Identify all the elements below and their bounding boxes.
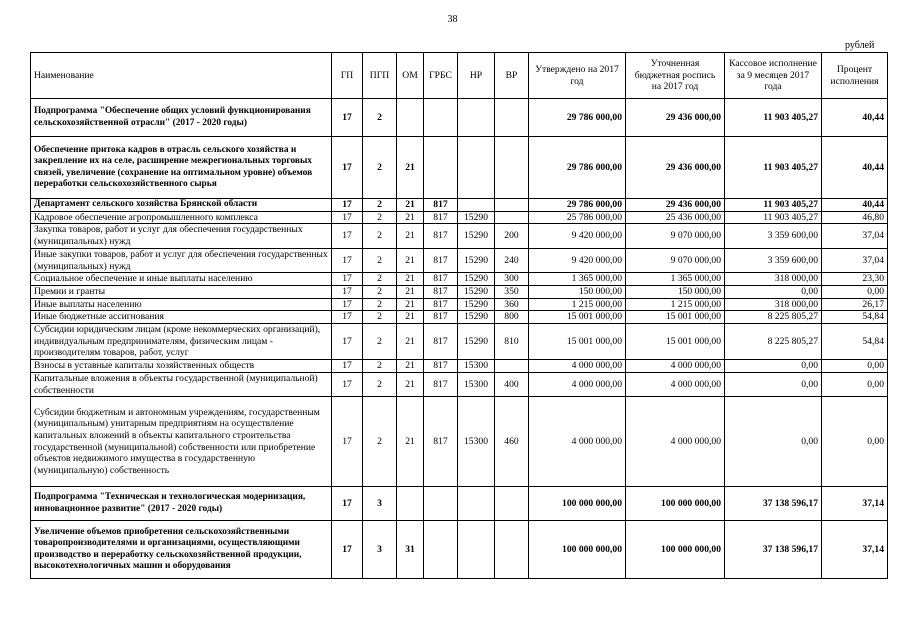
- row-gp: 17: [332, 397, 363, 487]
- row-gp: 17: [332, 137, 363, 199]
- table-row: [31, 360, 888, 373]
- row-approved: 1 365 000,00: [529, 273, 626, 286]
- row-pgp: 2: [363, 285, 397, 298]
- row-approved: 29 786 000,00: [529, 199, 626, 212]
- page-number: 38: [447, 14, 458, 25]
- row-vr: 200: [495, 224, 529, 248]
- row-grbs: [424, 137, 458, 199]
- row-gp: 17: [332, 224, 363, 248]
- row-grbs: 817: [424, 248, 458, 272]
- row-om: 21: [397, 273, 424, 286]
- row-vr: 800: [495, 311, 529, 324]
- row-om: 21: [397, 397, 424, 487]
- table-row: [31, 248, 888, 272]
- column-header-vr: ВР: [495, 53, 529, 99]
- row-gp: 17: [332, 360, 363, 373]
- row-name: Субсидии юридическим лицам (кроме некоммерческих организаций), индивидуальным предпринимателям, физическим лицам - производителям товаров, работ, услуг: [31, 324, 332, 360]
- row-np: 15300: [458, 397, 495, 487]
- row-vr: 810: [495, 324, 529, 360]
- row-percent: 0,00: [822, 360, 888, 373]
- row-np: 15300: [458, 372, 495, 396]
- row-om: 21: [397, 372, 424, 396]
- row-om: 21: [397, 285, 424, 298]
- row-pgp: 2: [363, 199, 397, 212]
- table-row: [31, 224, 888, 248]
- row-np: [458, 199, 495, 212]
- row-pgp: 2: [363, 248, 397, 272]
- row-grbs: [424, 99, 458, 137]
- row-percent: 37,04: [822, 224, 888, 248]
- row-np: 15290: [458, 273, 495, 286]
- row-approved: 4 000 000,00: [529, 397, 626, 487]
- row-refined: 150 000,00: [626, 285, 725, 298]
- row-pgp: 2: [363, 211, 397, 224]
- table-row: [31, 311, 888, 324]
- row-pgp: 2: [363, 372, 397, 396]
- row-grbs: 817: [424, 211, 458, 224]
- row-refined: 15 001 000,00: [626, 311, 725, 324]
- row-approved: 150 000,00: [529, 285, 626, 298]
- row-vr: [495, 99, 529, 137]
- row-pgp: 2: [363, 99, 397, 137]
- row-cash: 37 138 596,17: [725, 487, 822, 521]
- row-om: 21: [397, 224, 424, 248]
- row-name: Субсидии бюджетным и автономным учреждениям, государственным (муниципальным) унитарным предприятиям на осуществление капитальных вложений в объекты капитального строительства государственной (муниципальной) собственности или приобретение объектов недвижимого имущества в государственную (муниципальную) собственность: [31, 397, 332, 487]
- row-approved: 9 420 000,00: [529, 248, 626, 272]
- row-grbs: 817: [424, 311, 458, 324]
- row-name: Взносы в уставные капиталы хозяйственных обществ: [31, 360, 332, 373]
- column-header-gp: ГП: [332, 53, 363, 99]
- row-np: 15290: [458, 211, 495, 224]
- row-grbs: 817: [424, 372, 458, 396]
- row-om: 21: [397, 211, 424, 224]
- row-vr: 240: [495, 248, 529, 272]
- row-pgp: 2: [363, 224, 397, 248]
- table-row: [31, 324, 888, 360]
- table-row: [31, 397, 888, 487]
- row-approved: 29 786 000,00: [529, 137, 626, 199]
- row-gp: 17: [332, 211, 363, 224]
- row-gp: 17: [332, 324, 363, 360]
- row-cash: 11 903 405,27: [725, 199, 822, 212]
- row-refined: 9 070 000,00: [626, 248, 725, 272]
- row-vr: 360: [495, 298, 529, 311]
- row-name: Департамент сельского хозяйства Брянской области: [31, 199, 332, 212]
- table-row: [31, 372, 888, 396]
- row-vr: 350: [495, 285, 529, 298]
- table-row: [31, 199, 888, 212]
- row-pgp: 2: [363, 137, 397, 199]
- row-vr: [495, 360, 529, 373]
- row-np: [458, 137, 495, 199]
- row-pgp: 2: [363, 273, 397, 286]
- row-np: 15290: [458, 248, 495, 272]
- row-cash: 0,00: [725, 360, 822, 373]
- row-np: [458, 521, 495, 579]
- column-header-om: ОМ: [397, 53, 424, 99]
- row-om: 21: [397, 311, 424, 324]
- table-row: [31, 211, 888, 224]
- row-cash: 8 225 805,27: [725, 324, 822, 360]
- row-vr: 300: [495, 273, 529, 286]
- row-om: 21: [397, 137, 424, 199]
- row-refined: 29 436 000,00: [626, 199, 725, 212]
- row-refined: 15 001 000,00: [626, 324, 725, 360]
- row-approved: 1 215 000,00: [529, 298, 626, 311]
- row-gp: 17: [332, 311, 363, 324]
- column-header-pgp: ПГП: [363, 53, 397, 99]
- row-vr: 460: [495, 397, 529, 487]
- row-name: Иные бюджетные ассигнования: [31, 311, 332, 324]
- row-name: Подпрограмма "Обеспечение общих условий функционирования сельскохозяйственной отрасли" (2017 - 2020 годы): [31, 99, 332, 137]
- row-vr: [495, 211, 529, 224]
- row-grbs: 817: [424, 199, 458, 212]
- column-header-np: НР: [458, 53, 495, 99]
- budget-table: [30, 52, 888, 579]
- row-refined: 25 436 000,00: [626, 211, 725, 224]
- row-percent: 0,00: [822, 397, 888, 487]
- table-row: [31, 298, 888, 311]
- row-vr: 400: [495, 372, 529, 396]
- table-row: [31, 273, 888, 286]
- row-np: 15290: [458, 298, 495, 311]
- row-percent: 37,14: [822, 487, 888, 521]
- row-refined: 100 000 000,00: [626, 487, 725, 521]
- row-np: 15300: [458, 360, 495, 373]
- row-vr: [495, 521, 529, 579]
- row-grbs: 817: [424, 324, 458, 360]
- row-cash: 0,00: [725, 285, 822, 298]
- row-cash: 318 000,00: [725, 273, 822, 286]
- row-grbs: [424, 521, 458, 579]
- column-header-name: Наименование: [31, 53, 332, 99]
- row-cash: 0,00: [725, 372, 822, 396]
- row-approved: 100 000 000,00: [529, 487, 626, 521]
- row-om: 21: [397, 199, 424, 212]
- row-refined: 4 000 000,00: [626, 372, 725, 396]
- row-percent: 40,44: [822, 99, 888, 137]
- column-header-percent: Процент исполнения: [822, 53, 888, 99]
- row-percent: 40,44: [822, 137, 888, 199]
- row-gp: 17: [332, 285, 363, 298]
- row-name: Обеспечение притока кадров в отрасль сельского хозяйства и закрепление их на селе, расширение межрегиональных торговых связей, увеличение (сохранение на оптимальном уровне) объемов переработки сельскохозяйственного сырья: [31, 137, 332, 199]
- row-cash: 3 359 600,00: [725, 224, 822, 248]
- row-grbs: 817: [424, 273, 458, 286]
- row-np: 15290: [458, 224, 495, 248]
- row-refined: 9 070 000,00: [626, 224, 725, 248]
- column-header-refined: Уточненная бюджетная роспись на 2017 год: [626, 53, 725, 99]
- row-refined: 29 436 000,00: [626, 99, 725, 137]
- table-row: [31, 521, 888, 579]
- row-percent: 0,00: [822, 285, 888, 298]
- row-name: Кадровое обеспечение агропромышленного комплекса: [31, 211, 332, 224]
- row-gp: 17: [332, 487, 363, 521]
- row-grbs: 817: [424, 224, 458, 248]
- row-om: 21: [397, 360, 424, 373]
- table-header-row: [31, 53, 888, 99]
- row-cash: 37 138 596,17: [725, 521, 822, 579]
- row-np: [458, 487, 495, 521]
- row-name: Увеличение объемов приобретения сельскохозяйственными товаропроизводителями и организациями, осуществляющими производство и переработку сельскохозяйственной продукции, высокотехнологичных машин и оборудования: [31, 521, 332, 579]
- row-gp: 17: [332, 99, 363, 137]
- row-refined: 29 436 000,00: [626, 137, 725, 199]
- row-pgp: 2: [363, 360, 397, 373]
- row-percent: 54,84: [822, 324, 888, 360]
- row-name: Закупка товаров, работ и услуг для обеспечения государственных (муниципальных) нужд: [31, 224, 332, 248]
- row-gp: 17: [332, 273, 363, 286]
- row-grbs: 817: [424, 360, 458, 373]
- row-approved: 15 001 000,00: [529, 324, 626, 360]
- row-refined: 4 000 000,00: [626, 397, 725, 487]
- row-name: Иные закупки товаров, работ и услуг для обеспечения государственных (муниципальных) нужд: [31, 248, 332, 272]
- row-grbs: 817: [424, 397, 458, 487]
- row-name: Социальное обеспечение и иные выплаты населению: [31, 273, 332, 286]
- row-percent: 46,80: [822, 211, 888, 224]
- table-row: [31, 99, 888, 137]
- row-percent: 23,30: [822, 273, 888, 286]
- row-refined: 1 365 000,00: [626, 273, 725, 286]
- row-approved: 9 420 000,00: [529, 224, 626, 248]
- row-cash: 11 903 405,27: [725, 211, 822, 224]
- row-om: 31: [397, 521, 424, 579]
- row-percent: 37,14: [822, 521, 888, 579]
- row-cash: 0,00: [725, 397, 822, 487]
- row-np: [458, 99, 495, 137]
- row-refined: 4 000 000,00: [626, 360, 725, 373]
- row-vr: [495, 199, 529, 212]
- row-gp: 17: [332, 248, 363, 272]
- row-gp: 17: [332, 199, 363, 212]
- row-om: 21: [397, 324, 424, 360]
- row-approved: 100 000 000,00: [529, 521, 626, 579]
- table-row: [31, 285, 888, 298]
- row-om: 21: [397, 248, 424, 272]
- row-percent: 40,44: [822, 199, 888, 212]
- row-percent: 26,17: [822, 298, 888, 311]
- unit-label: рублей: [845, 40, 875, 51]
- row-cash: 11 903 405,27: [725, 137, 822, 199]
- row-approved: 4 000 000,00: [529, 360, 626, 373]
- row-grbs: [424, 487, 458, 521]
- row-gp: 17: [332, 298, 363, 311]
- row-cash: 8 225 805,27: [725, 311, 822, 324]
- row-name: Подпрограмма "Техническая и технологическая модернизация, инновационное развитие" (2017 - 2020 годы): [31, 487, 332, 521]
- row-approved: 15 001 000,00: [529, 311, 626, 324]
- row-pgp: 3: [363, 487, 397, 521]
- row-approved: 4 000 000,00: [529, 372, 626, 396]
- row-name: Капитальные вложения в объекты государственной (муниципальной) собственности: [31, 372, 332, 396]
- row-percent: 37,04: [822, 248, 888, 272]
- row-name: Премии и гранты: [31, 285, 332, 298]
- column-header-grbs: ГРБС: [424, 53, 458, 99]
- column-header-approved: Утверждено на 2017 год: [529, 53, 626, 99]
- row-cash: 3 359 600,00: [725, 248, 822, 272]
- row-cash: 318 000,00: [725, 298, 822, 311]
- row-vr: [495, 487, 529, 521]
- row-name: Иные выплаты населению: [31, 298, 332, 311]
- row-pgp: 2: [363, 324, 397, 360]
- row-grbs: 817: [424, 285, 458, 298]
- row-om: [397, 99, 424, 137]
- row-percent: 0,00: [822, 372, 888, 396]
- row-vr: [495, 137, 529, 199]
- row-refined: 100 000 000,00: [626, 521, 725, 579]
- row-om: [397, 487, 424, 521]
- row-gp: 17: [332, 521, 363, 579]
- row-pgp: 2: [363, 298, 397, 311]
- table-row: [31, 137, 888, 199]
- table-row: [31, 487, 888, 521]
- row-pgp: 2: [363, 397, 397, 487]
- row-approved: 25 786 000,00: [529, 211, 626, 224]
- row-refined: 1 215 000,00: [626, 298, 725, 311]
- row-cash: 11 903 405,27: [725, 99, 822, 137]
- row-pgp: 2: [363, 311, 397, 324]
- row-np: 15290: [458, 324, 495, 360]
- row-approved: 29 786 000,00: [529, 99, 626, 137]
- row-np: 15290: [458, 311, 495, 324]
- row-np: 15290: [458, 285, 495, 298]
- row-grbs: 817: [424, 298, 458, 311]
- column-header-cash: Кассовое исполнение за 9 месяцев 2017 года: [725, 53, 822, 99]
- row-om: 21: [397, 298, 424, 311]
- row-pgp: 3: [363, 521, 397, 579]
- row-percent: 54,84: [822, 311, 888, 324]
- row-gp: 17: [332, 372, 363, 396]
